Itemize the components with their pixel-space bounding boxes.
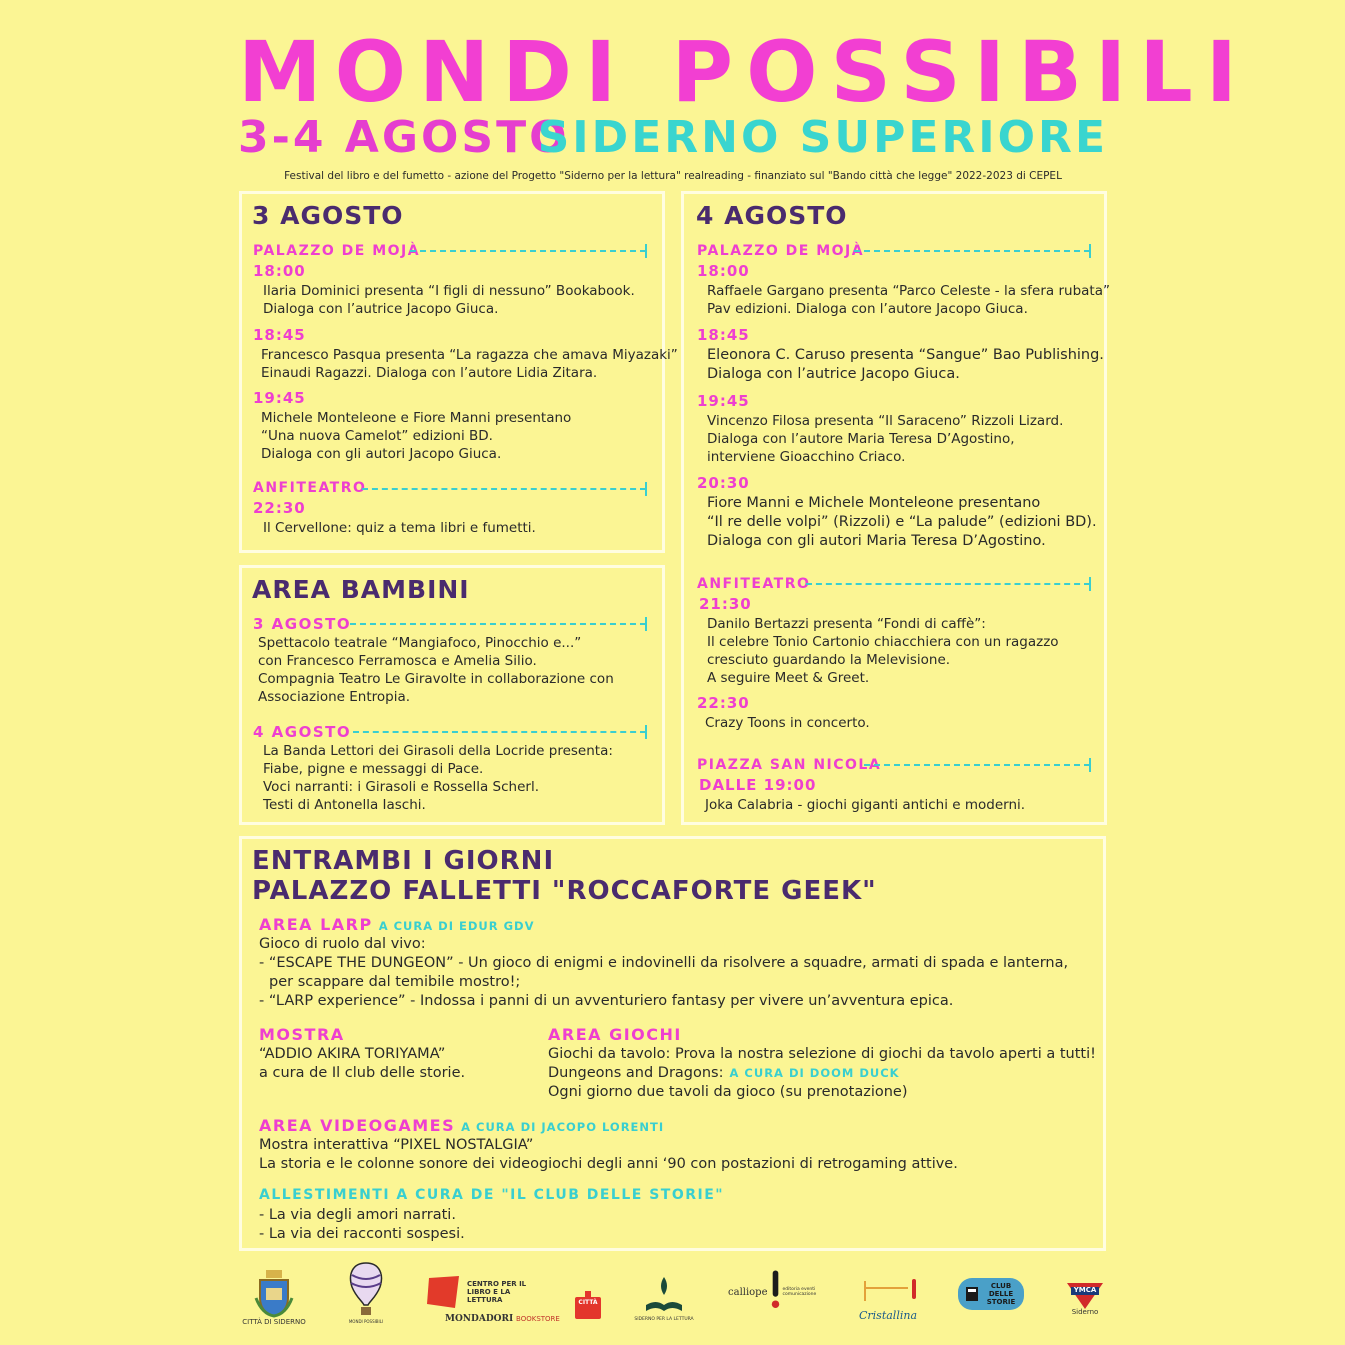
videogames-title-text: AREA VIDEOGAMES — [259, 1116, 456, 1135]
kids-divider-2 — [353, 731, 646, 733]
citta-legge-caption: CITTÀ — [578, 1299, 598, 1306]
book-stack-icon — [964, 1285, 980, 1303]
kids-day4-line2: Fiabe, pigne e messaggi di Pace. — [263, 761, 484, 777]
videogames-line1: Mostra interattiva “PIXEL NOSTALGIA” — [259, 1137, 534, 1153]
videogames-line2: La storia e le colonne sonore dei videogiochi degli anni ‘90 con postazioni di retrogaming attive. — [259, 1156, 958, 1172]
larp-line4: - “LARP experience” - Indossa i panni di un avventuriero fantasy per vivere un’avventura epica. — [259, 993, 954, 1009]
siderno-caption: CITTÀ DI SIDERNO — [242, 1318, 306, 1326]
day3-divider-2 — [362, 488, 646, 490]
videogames-title — [259, 1116, 664, 1135]
allestimenti-line1: - La via degli amori narrati. — [259, 1207, 456, 1223]
mostra-title: MOSTRA — [259, 1025, 345, 1044]
kids-day3-line1: Spettacolo teatrale “Mangiafoco, Pinocchio e...” — [258, 635, 582, 651]
day4-event-2-line2: Dialoga con l’autrice Jacopo Giuca. — [707, 366, 960, 382]
hot-air-balloon-icon — [346, 1261, 386, 1319]
kids-day4-line3: Voci narranti: i Girasoli e Rossella Scherl. — [263, 779, 539, 795]
day4-heading: 4 AGOSTO — [696, 201, 848, 230]
mondadori-caption: MONDADORI — [445, 1314, 514, 1324]
day4-event-2-line1: Eleonora C. Caruso presenta “Sangue” Bao Publishing. — [707, 347, 1104, 363]
siderno-lettura-caption: SIDERNO PER LA LETTURA — [634, 1317, 694, 1322]
kids-day3-line3: Compagnia Teatro Le Giravolte in collaborazione con — [258, 671, 614, 687]
day4-event-4-line3: Dialoga con gli autori Maria Teresa D’Agostino. — [707, 533, 1046, 549]
day3-time-1: 18:00 — [253, 262, 306, 280]
day4-time-7: DALLE 19:00 — [699, 776, 817, 794]
day3-time-3: 19:45 — [253, 389, 306, 407]
day3-event-1-line2: Dialoga con l’autrice Jacopo Giuca. — [263, 301, 499, 317]
kids-day3-line2: con Francesco Ferramosca e Amelia Silio. — [258, 653, 537, 669]
day4-event-4-line1: Fiore Manni e Michele Monteleone presentano — [707, 495, 1041, 511]
calliope-caption: calliope — [728, 1286, 768, 1298]
giochi-curator: A CURA DI DOOM DUCK — [729, 1066, 900, 1080]
day3-event-3-line1: Michele Monteleone e Fiore Manni presentano — [261, 410, 572, 426]
giochi-line2 — [548, 1064, 900, 1083]
kids-day3-line4: Associazione Entropia. — [258, 689, 411, 705]
videogames-curator: A CURA DI JACOPO LORENTI — [461, 1120, 665, 1134]
club-caption: CLUB DELLE STORIE — [986, 1282, 1016, 1306]
larp-title-text: AREA LARP — [259, 915, 373, 934]
day3-location-palazzo: PALAZZO DE MOJÀ — [253, 243, 421, 259]
day3-location-anfiteatro: ANFITEATRO — [253, 480, 367, 496]
mondadori-block — [445, 1314, 560, 1324]
day4-divider-3 — [864, 764, 1090, 766]
both-heading-2: PALAZZO FALLETTI "ROCCAFORTE GEEK" — [252, 876, 877, 906]
day4-time-3: 19:45 — [697, 392, 750, 410]
day3-divider-1 — [410, 250, 646, 252]
day4-time-1: 18:00 — [697, 262, 750, 280]
cepell-caption: CENTRO PER IL LIBRO E LA LETTURA — [467, 1280, 527, 1304]
festival-subtitle: Festival del libro e del fumetto - azione del Progetto "Siderno per la lettura" realreading - finanziato sul "Bando città che legge" 2022-2023 di CEPEL — [284, 170, 1062, 182]
ymca-text: YMCA — [1073, 1286, 1097, 1294]
larp-line1: Gioco di ruolo dal vivo: — [259, 936, 426, 952]
day4-event-3-line2: Dialoga con l’autore Maria Teresa D’Agostino, — [707, 431, 1015, 447]
giochi-title: AREA GIOCHI — [548, 1025, 682, 1044]
day4-event-1-line1: Raffaele Gargano presenta “Parco Celeste - la sfera rubata” — [707, 283, 1110, 299]
logo-mondi-possibili-balloon — [340, 1260, 392, 1324]
giochi-line3: Ogni giorno due tavoli da gioco (su prenotazione) — [548, 1084, 908, 1100]
kids-day4-line4: Testi di Antonella Iaschi. — [263, 797, 426, 813]
kids-divider-1 — [350, 623, 646, 625]
larp-title — [259, 915, 534, 934]
day4-divider-2 — [806, 583, 1090, 585]
larp-line2: - “ESCAPE THE DUNGEON” - Un gioco di enigmi e indovinelli da risolvere a squadre, armati di spada e lanterna, — [259, 955, 1069, 971]
allestimenti-line2: - La via dei racconti sospesi. — [259, 1226, 465, 1242]
day3-event-4-line1: Il Cervellone: quiz a tema libri e fumetti. — [263, 520, 536, 536]
day3-time-4: 22:30 — [253, 499, 306, 517]
day4-event-5-line4: A seguire Meet & Greet. — [707, 670, 870, 686]
festival-title: MONDI POSSIBILI — [238, 23, 1251, 121]
siderno-crest-icon — [254, 1268, 294, 1318]
kids-day4-label: 4 AGOSTO — [253, 723, 352, 741]
day4-event-7-line1: Joka Calabria - giochi giganti antichi e moderni. — [705, 797, 1026, 813]
day4-event-5-line1: Danilo Bertazzi presenta “Fondi di caffè”: — [707, 616, 986, 632]
day3-time-2: 18:45 — [253, 326, 306, 344]
day4-time-2: 18:45 — [697, 326, 750, 344]
kids-day4-line1: La Banda Lettori dei Girasoli della Locride presenta: — [263, 743, 613, 759]
day4-event-6-line1: Crazy Toons in concerto. — [705, 715, 870, 731]
exclamation-icon — [768, 1267, 783, 1317]
day4-location-anfiteatro: ANFITEATRO — [697, 576, 811, 592]
festival-dates: 3-4 AGOSTO — [238, 112, 570, 163]
cepell-block — [425, 1274, 527, 1310]
giochi-line1: Giochi da tavolo: Prova la nostra selezione di giochi da tavolo aperti a tutti! — [548, 1046, 1096, 1062]
day3-event-2-line1: Francesco Pasqua presenta “La ragazza che amava Miyazaki” — [261, 347, 678, 363]
cepell-book-icon — [425, 1274, 463, 1310]
logo-ymca — [1062, 1270, 1108, 1316]
day4-divider-1 — [854, 250, 1090, 252]
day3-event-1-line1: Ilaria Dominici presenta “I figli di nessuno” Bookabook. — [263, 283, 635, 299]
day4-event-1-line2: Pav edizioni. Dialoga con l’autore Jacopo Giuca. — [707, 301, 1028, 317]
day4-location-palazzo: PALAZZO DE MOJÀ — [697, 243, 865, 259]
club-badge — [958, 1278, 1024, 1310]
kids-day3-label: 3 AGOSTO — [253, 615, 352, 633]
allestimenti-title: ALLESTIMENTI A CURA DE "IL CLUB DELLE STORIE" — [259, 1187, 725, 1203]
day4-event-4-line2: “Il re delle volpi” (Rizzoli) e “La palude” (edizioni BD). — [707, 514, 1097, 530]
logo-cristallina — [852, 1262, 924, 1322]
festival-place: SIDERNO SUPERIORE — [537, 112, 1108, 163]
larp-curator: A CURA DI EDUR GDV — [378, 919, 535, 933]
day4-event-5-line2: Il celebre Tonio Cartonio chiacchiera con un ragazzo — [707, 634, 1059, 650]
day4-time-6: 22:30 — [697, 694, 750, 712]
giochi-dnd-label: Dungeons and Dragons: — [548, 1065, 724, 1081]
logo-siderno-per-la-lettura — [632, 1262, 696, 1322]
day4-event-5-line3: cresciuto guardando la Melevisione. — [707, 652, 951, 668]
cristallina-mark-icon — [858, 1277, 918, 1309]
logo-club-delle-storie — [955, 1270, 1027, 1310]
logo-citta-che-legge — [566, 1262, 610, 1306]
mondadori-bookstore: BOOKSTORE — [516, 1315, 560, 1323]
logo-citta-di-siderno — [238, 1258, 310, 1326]
citta-che-legge-icon — [571, 1289, 605, 1323]
ymca-caption: Siderno — [1071, 1308, 1099, 1316]
day4-time-4: 20:30 — [697, 474, 750, 492]
day4-location-piazza: PIAZZA SAN NICOLA — [697, 757, 882, 773]
kids-heading: AREA BAMBINI — [252, 575, 470, 604]
mostra-line1: “ADDIO AKIRA TORIYAMA” — [259, 1046, 446, 1062]
both-heading-1: ENTRAMBI I GIORNI — [252, 846, 555, 876]
balloon-caption: MONDI POSSIBILI — [348, 1319, 384, 1324]
day4-event-3-line3: interviene Gioacchino Criaco. — [707, 449, 906, 465]
day4-event-3-line1: Vincenzo Filosa presenta “Il Saraceno” Rizzoli Lizard. — [707, 413, 1064, 429]
calliope-sub: editoria eventi comunicazione — [782, 1287, 817, 1297]
day3-event-2-line2: Einaudi Ragazzi. Dialoga con l’autore Lidia Zitara. — [261, 365, 598, 381]
day3-heading: 3 AGOSTO — [252, 201, 404, 230]
mostra-line2: a cura de Il club delle storie. — [259, 1065, 466, 1081]
day3-event-3-line3: Dialoga con gli autori Jacopo Giuca. — [261, 446, 502, 462]
larp-line3: per scappare dal temibile mostro!; — [269, 974, 521, 990]
day4-time-5: 21:30 — [699, 595, 752, 613]
logo-calliope — [728, 1262, 820, 1322]
cristallina-caption: Cristallina — [858, 1309, 917, 1322]
day3-event-3-line2: “Una nuova Camelot” edizioni BD. — [261, 428, 493, 444]
open-book-icon — [642, 1273, 686, 1317]
